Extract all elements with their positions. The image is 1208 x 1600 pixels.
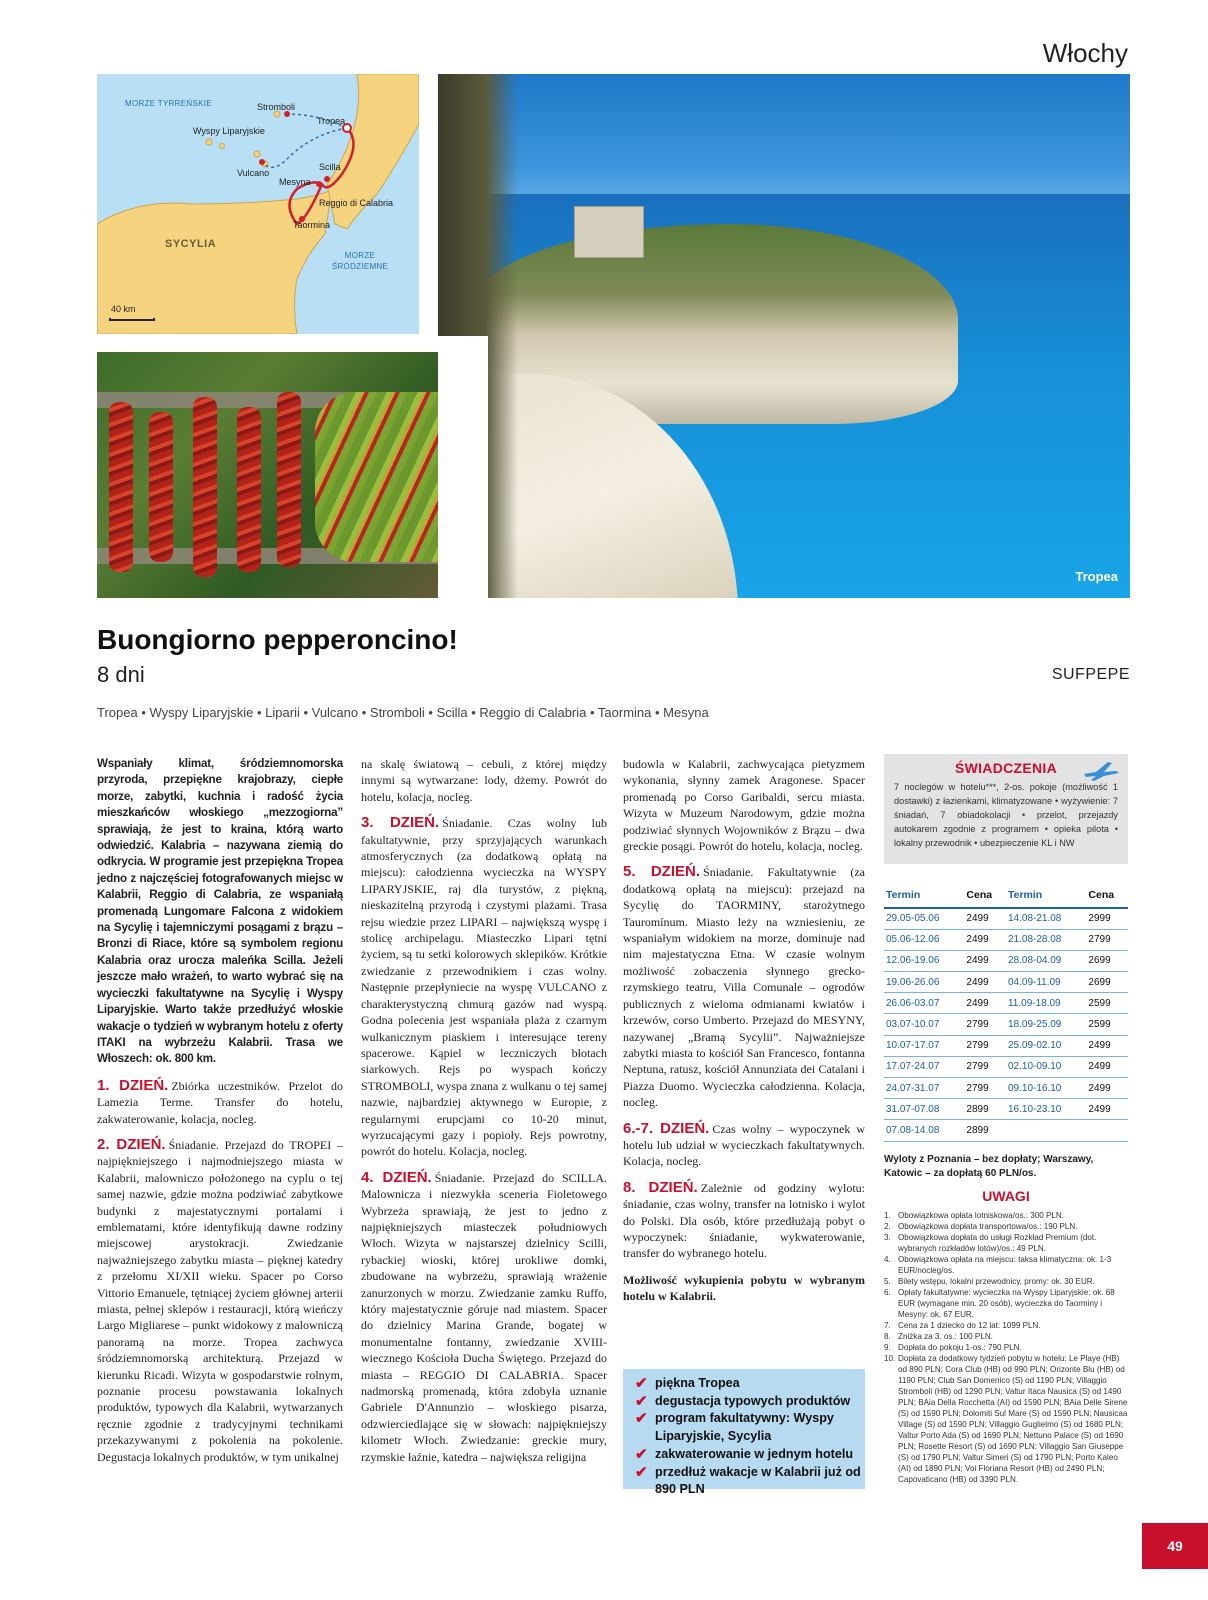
price-row [884,1056,1128,1077]
price-cell: 2799 [964,1078,1006,1099]
note-number: 3. [884,1233,891,1242]
note-item [884,1353,1128,1485]
term-cell: 18.09-25.09 [1006,1014,1086,1035]
day-6-7 [623,1121,865,1170]
col-header: Cena [964,886,1006,908]
day-text: Śniadanie. Fakultatywnie (za dodatkową opłatą na miejscu): przejazd na Sycylię do TAORMINY, starożytnego Tauromínum. Miasto leży na wzniesieniu, ze wspaniałym widokiem na morze, dominuje nad nim majestatyczna Etna. W czasie wolnym możliwość zobaczenia słynnego grecko-rzymskiego teatru, Villa Comunale – ogrodów publicznych z wieloma odmianami kwiatów i krzewów, corso Umberto. Przejazd do MESYNY, nazywanej „Bramą Sycylii”. Najważniejsze zabytki miasta to kościół San Francesco, fontanna Neptuna, ratusz, kościół Annunziata dei Catalani i Piazza Duomo. Wycieczka całodzienna. Kolacja, nocleg. [623,865,865,1110]
photo-castle [574,206,644,258]
price-cell: 2899 [964,1099,1006,1120]
check-icon: ✔ [635,1392,648,1410]
note-number: 9. [884,1343,891,1352]
highlight-item: ✔ degustacja typowych produktów [635,1392,851,1410]
day-text: Śniadanie. Przejazd do TROPEI – najpiękniejszego i najmodniejszego miasta w Kalabrii, malowniczo położonego na cyplu o tej samej nazwie, gdzie można podziwiać zabytkowe budynki z majestatycznymi portalami i emblematami, które identyfikują dawne rodziny miejscowej arystokracji. Zwiedzanie najważniejszego zabytku miasta – pięknej katedry z przełomu XI/XII wieku. Spacer po Corso Vittorio Emanuele, tętniącej życiem głównej arterii miasta, pełnej sklepów i restauracji, którą wieńczy Largo Migliarese – punkt widokowy z malowniczą panoramą na morze. Tropea zachwyca śródziemnomorską architekturą. Przejazd w kierunku Ricadi. Wizyta w gospodarstwie rolnym, poznanie procesu powstawania lokalnych produktów, typowych dla Kalabrii, wytwarzanych ręcznie zgodnie z tradycyjnymi technikami przekazywanymi z pokolenia na pokolenie. Degustacja lokalnych produktów, w tym unikalnej [97,1137,343,1464]
map-scale-label: 40 km [111,304,136,314]
sea-label-tyrrhenian: MORZE TYRREŃSKIE [125,99,212,108]
chili-string [149,412,173,562]
col-header: Cena [1086,886,1128,908]
term-cell: 21.08-28.08 [1006,929,1086,950]
peppers-photo [97,352,479,598]
highlights-box [623,1369,865,1497]
col-header: Termin [884,886,964,908]
note-text: Cena za 1 dziecko do 12 lat: 1099 PLN. [898,1321,1041,1330]
place-vulcano: Vulcano [237,168,270,178]
place-messina: Mesyna [279,177,311,187]
note-text: Opłaty fakultatywne: wycieczka na Wyspy Liparyjskie: ok. 68 EUR (wymagane min. 20 osób), wycieczka do Taorminy i Mesyny: ok. 67 EUR. [898,1288,1115,1319]
highlight-item: ✔ przedłuż wakacje w Kalabrii już od 890 PLN [635,1463,861,1497]
day-text: Czas wolny – wypoczynek w hotelu lub udział w wycieczkach fakultatywnych. Kolacja, nocleg. [623,1121,865,1169]
term-cell [1006,1120,1086,1141]
note-number: 5. [884,1277,891,1286]
place-reggio: Reggio di Calabria [319,198,394,208]
page-number: 49 [1142,1523,1208,1569]
day-8 [623,1180,865,1262]
price-cell: 2499 [1086,1099,1128,1120]
note-number: 8. [884,1332,891,1341]
note-item [884,1276,1128,1287]
price-cell: 2499 [1086,1035,1128,1056]
price-cell: 2499 [964,993,1006,1014]
intro-text: Wspaniały klimat, śródziemnomorska przyroda, przepiękne krajobrazy, ciepłe morze, zabytki, kuchnia i radość życia mieszkańców włoskiego „mezzogiorna” sprawiają, że jest to kraina, którą warto odwiedzić. Kalabria – nazywana ziemią do odkrycia. W programie jest przepiękna Tropea jedno z najczęściej fotografowanych miejsc w Kalabrii, Reggio di Calabria, ze wspaniałą promenadą Lungomare Falcona z widokiem na Sycylię i tajemniczymi posągami z brązu – Bronzi di Riace, które są symbolem regionu Kalabria oraz urocza maleńka Scilla. Jeżeli jeszcze mało wrażeń, to warto wybrać się na wycieczki fakultatywne na Sycylię i Wyspy Liparyjskie. Warto także przedłużyć włoskie wakacje o tydzień w wybranym hotelu z oferty ITAKI na wybrzeżu Kalabrii. Trasa we Włoszech: ok. 800 km. [97,757,343,1066]
trip-code: SUFPEPE [1051,666,1130,683]
price-cell: 2499 [964,908,1006,929]
note-number: 4. [884,1255,891,1264]
price-row [884,972,1128,993]
sea-label-mediterranean: MORZE ŚRÓDZIEMNE [331,251,389,271]
price-row [884,1120,1128,1141]
price-row [884,908,1128,929]
day-label: 3. DZIEŃ. [361,814,440,832]
airplane-icon [1082,760,1120,782]
term-cell: 09.10-16.10 [1006,1078,1086,1099]
map-scale-bar [109,318,155,321]
notes-list [884,1210,1128,1485]
note-item [884,1342,1128,1353]
price-row [884,1078,1128,1099]
note-number: 10. [884,1354,896,1363]
day-label: 1. DZIEŃ. [97,1076,169,1094]
term-cell: 16.10-23.10 [1006,1099,1086,1120]
day-label: 5. DZIEŃ. [623,863,701,881]
price-cell: 2799 [964,1035,1006,1056]
tropea-photo [438,74,1130,598]
note-text: Zniżka za 3. os.: 100 PLN. [898,1332,993,1341]
day-label: 8. DZIEŃ. [623,1178,698,1196]
check-icon: ✔ [635,1463,648,1481]
check-icon: ✔ [635,1445,648,1463]
note-item [884,1232,1128,1254]
day-label: 6.-7. DZIEŃ. [623,1119,710,1137]
price-cell: 2999 [1086,908,1128,929]
price-header-row [884,886,1128,908]
price-cell: 2499 [964,950,1006,971]
note-text: Dopłata za dodatkowy tydzień pobytu w hotelu: Le Playe (HB) od 890 PLN; Cora Club (HB) od 990 PLN; Orizonte Blu (HB) od 1190 PLN; Club San Domenico (S) od 1190 PLN; Villaggio Stromboli (HB) od 1290 PLN; Valtur Itaca Nausica (S) od 1490 PLN; BAia Della Rocchetta (AI) od 1590 PLN; BAia Delle Sirene (S) od 1590 PLN; Dolomiti Sul Mare (S) od 1590 PLN; Nausicaa Village (S) od 1590 PLN; Villaggio Guglielmo (S) od 1680 PLN; Valtur Porto Ada (S) od 1690 PLN; Nettuno Palace (S) od 1690 PLN; Rosette Resort (S) od 1690 PLN; Villaggio San Giuseppe (S) od 1790 PLN; Valtur Simeri (S) od 1790 PLN; Porto Kaleo (AI) od 1890 PLN; Voi Floriana Resort (HB) od 2490 PLN; Capovaticano (HB) od 3390 PLN. [898,1354,1128,1484]
term-cell: 03.07-10.07 [884,1014,964,1035]
highlight-item: ✔ zakwaterowanie w jednym hotelu [635,1445,854,1463]
day-3 [361,815,607,1160]
photo-caption: Tropea [1075,569,1118,584]
photo-white-cutout [438,336,488,598]
check-icon: ✔ [635,1410,648,1428]
text-column-3 [623,756,865,1311]
place-stromboli: Stromboli [257,102,296,112]
chili-string [237,407,261,572]
note-text: Obowiązkowa dopłata do usługi Rozkład Premium (dot. wybranych rozkładów lotów)/os.: 49 PLN. [898,1233,1097,1253]
term-cell: 07.08-14.08 [884,1120,964,1141]
term-cell: 29.05-05.06 [884,908,964,929]
day-text: Śniadanie. Przejazd do SCILLA. Malownicza i niezwykła sceneria Fioletowego Wybrzeża sprawiają, że jest to jedno z najpiękniejszych miasteczek południowych Włoch. Wizyta w najstarszej dzielnicy Scilli, rybackiej wioski, której urokliwe domki, zbudowane na wybrzeżu, sprawiają wrażenie zanurzonych w morzu. Zwiedzanie zamku Ruffo, który majestatycznie góruje nad miastem. Spacer do dzielnicy Marina Grande, bogatej w monumentalne fontanny, zwiedzanie XVIII-wiecznego Kościoła Ducha Świętego. Przejazd do miasta – REGGIO DI CALABRIA. Spacer nadmorską promenadą, która zdobyła uznanie Gabriele D'Annunzio – włoskiego pisarza, odzwierciedlające się w słowach: najpiękniejszy kilometr Włoch. Zwiedzanie: greckie mury, rzymskie łaźnie, katedra – największa religijna [361,1170,607,1464]
price-cell: 2799 [964,1056,1006,1077]
price-row [884,929,1128,950]
note-text: Dopłata do pokoju 1-os.: 790 PLN. [898,1343,1022,1352]
place-tropea: Tropea [317,116,346,126]
trip-title: Buongiorno pepperoncino! [97,624,458,655]
price-cell: 2699 [1086,950,1128,971]
note-item [884,1221,1128,1232]
place-liparian-islands: Wyspy Liparyjskie [193,126,265,136]
note-number: 1. [884,1211,891,1220]
note-number: 6. [884,1288,891,1297]
price-cell: 2499 [964,972,1006,993]
price-cell: 2799 [1086,929,1128,950]
price-cell: 2599 [1086,993,1128,1014]
day-label: 4. DZIEŃ. [361,1168,432,1186]
term-cell: 31.07-07.08 [884,1099,964,1120]
place-taormina: Taormina [293,220,331,230]
chili-string [109,402,133,572]
notes-title: UWAGI [982,1188,1030,1204]
note-text: Obowiązkowa opłata lotniskowa/os.: 300 PLN. [898,1211,1065,1220]
note-number: 2. [884,1222,891,1231]
region-label-sicily: SYCYLIA [165,238,217,250]
day-5 [623,864,865,1110]
price-cell [1086,1120,1128,1141]
day-2-continued: na skalę światową – cebuli, z której między innymi są wytwarzane: lody, dżemy. Powrót do hotelu, kolacja, nocleg. [361,757,607,804]
col-header: Termin [1006,886,1086,908]
term-cell: 11.09-18.09 [1006,993,1086,1014]
term-cell: 28.08-04.09 [1006,950,1086,971]
price-row [884,1014,1128,1035]
note-item [884,1210,1128,1221]
term-cell: 12.06-19.06 [884,950,964,971]
extension-note: Możliwość wykupienia pobytu w wybranym hotelu w Kalabrii. [623,1272,865,1304]
price-cell: 2499 [1086,1078,1128,1099]
term-cell: 10.07-17.07 [884,1035,964,1056]
day-2 [97,1137,343,1465]
price-cell: 2799 [964,1014,1006,1035]
text-column-2 [361,756,607,1471]
note-item [884,1331,1128,1342]
note-text: Bilety wstępu, lokalni przewodnicy, promy: ok. 30 EUR. [898,1277,1095,1286]
country-heading: Włochy [1042,38,1128,68]
chili-string [277,392,301,567]
chili-string [193,397,217,577]
highlight-item: ✔ program fakultatywny: Wyspy Liparyjskie, Sycylia [635,1410,834,1444]
services-box [884,754,1128,864]
price-table [884,886,1128,1142]
day-text: Śniadanie. Czas wolny lub fakultatywnie, przy sprzyjających warunkach atmosferycznych (za dodatkową opłatą na miejscu): całodzienna wycieczka na WYSPY LIPARYJSKIE, raj dla turystów, z piękną, nieskazitelną przyrodą i czystymi plażami. Trasa rejsu wiedzie przez LIPARI – największą wyspę i stolicę archipelagu. Miasteczko Lipari tętni życiem, są tu setki kolorowych sklepików. Krótkie zwiedzanie z przewodnikiem i czas wolny. Następnie przepłyniecie na wyspę VULCANO z charakterystyczną chmurą gazów nad wyspą. Godna polecenia jest wspaniała plaża z czarnym wulkanicznym piaskiem i interesujące tereny spacerowe. Kąpiel w leczniczych błotach siarkowych. Rejs po wyspach kończy STROMBOLI, wyspa znana z wulkanu o tej samej nazwie, najbardziej aktywnego w Europie, z regularnymi erupcjami co 10-20 minut, wyrzucającymi gazy i popioły. Rejs powrotny, powrót do hotelu. Kolacja, nocleg. [361,816,607,1159]
term-cell: 26.06-03.07 [884,993,964,1014]
note-item [884,1287,1128,1320]
term-cell: 17.07-24.07 [884,1056,964,1077]
price-cell: 2599 [1086,1014,1128,1035]
day-1 [97,1078,343,1127]
day-4 [361,1170,607,1465]
price-cell: 2899 [964,1120,1006,1141]
term-cell: 05.06-12.06 [884,929,964,950]
highlight-item: ✔ piękna Tropea [635,1375,740,1392]
price-cell: 2699 [1086,972,1128,993]
day-text: Zależnie od godziny wylotu: śniadanie, czas wolny, transfer na lotnisko i wylot do Polski. Dla osób, które przedłużają pobyt o wypoczynek: śniadanie, wykwaterowanie, transfer do wybranego hotelu. [623,1180,865,1261]
term-cell: 24.07-31.07 [884,1078,964,1099]
price-row [884,1035,1128,1056]
day-text: Zbiórka uczestników. Przelot do Lamezia Terme. Transfer do hotelu, zakwaterowanie, kolacja, nocleg. [97,1078,343,1126]
term-cell: 04.09-11.09 [1006,972,1086,993]
note-text: Obowiązkowa dopłata transportowa/os.: 190 PLN. [898,1222,1078,1231]
services-title: ŚWIADCZENIA [954,760,1058,776]
day-4-continued: budowla w Kalabrii, zachwycająca pietyzmem wykonania, słynny zamek Aragonese. Spacer promenadą po Corso Garibaldi, sercu miasta. Wizyta w Muzeum Narodowym, gdzie można podziwiać słynnych Wojowników z Brązu – dwa greckie posągi. Powrót do hotelu, kolacja, nocleg. [623,757,865,854]
services-text: 7 noclegów w hotelu***, 2-os. pokoje (możliwość 1 dostawki) z łazienkami, klimatyzowane • wyżywienie: 7 śniadań, 7 obiadokolacji • przelot, przejazdy autokarem zgodnie z programem • opieka pilota • lokalny przewodnik • ubezpieczenie KL i NW [894,782,1118,848]
price-row [884,1099,1128,1120]
term-cell: 14.08-21.08 [1006,908,1086,929]
route-map [97,74,419,334]
note-item [884,1254,1128,1276]
trip-route: Tropea • Wyspy Liparyjskie • Liparii • Vulcano • Stromboli • Scilla • Reggio di Calabria • Taormina • Mesyna [97,705,709,720]
term-cell: 02.10-09.10 [1006,1056,1086,1077]
note-number: 7. [884,1321,891,1330]
day-label: 2. DZIEŃ. [97,1135,166,1153]
term-cell: 19.06-26.06 [884,972,964,993]
note-item [884,1320,1128,1331]
trip-duration: 8 dni [97,662,145,687]
check-icon: ✔ [635,1375,648,1392]
text-column-1 [97,756,343,1471]
departures-note: Wyloty z Poznania – bez dopłaty; Warszawy, Katowic – za dopłatą 60 PLN/os. [884,1154,1094,1179]
place-scilla: Scilla [319,162,341,172]
price-row [884,993,1128,1014]
price-row [884,950,1128,971]
price-cell: 2499 [1086,1056,1128,1077]
term-cell: 25.09-02.10 [1006,1035,1086,1056]
note-text: Obowiązkowa opłata na miejscu: taksa klimatyczna: ok. 1-3 EUR/nocleg/os. [898,1255,1112,1275]
price-cell: 2499 [964,929,1006,950]
